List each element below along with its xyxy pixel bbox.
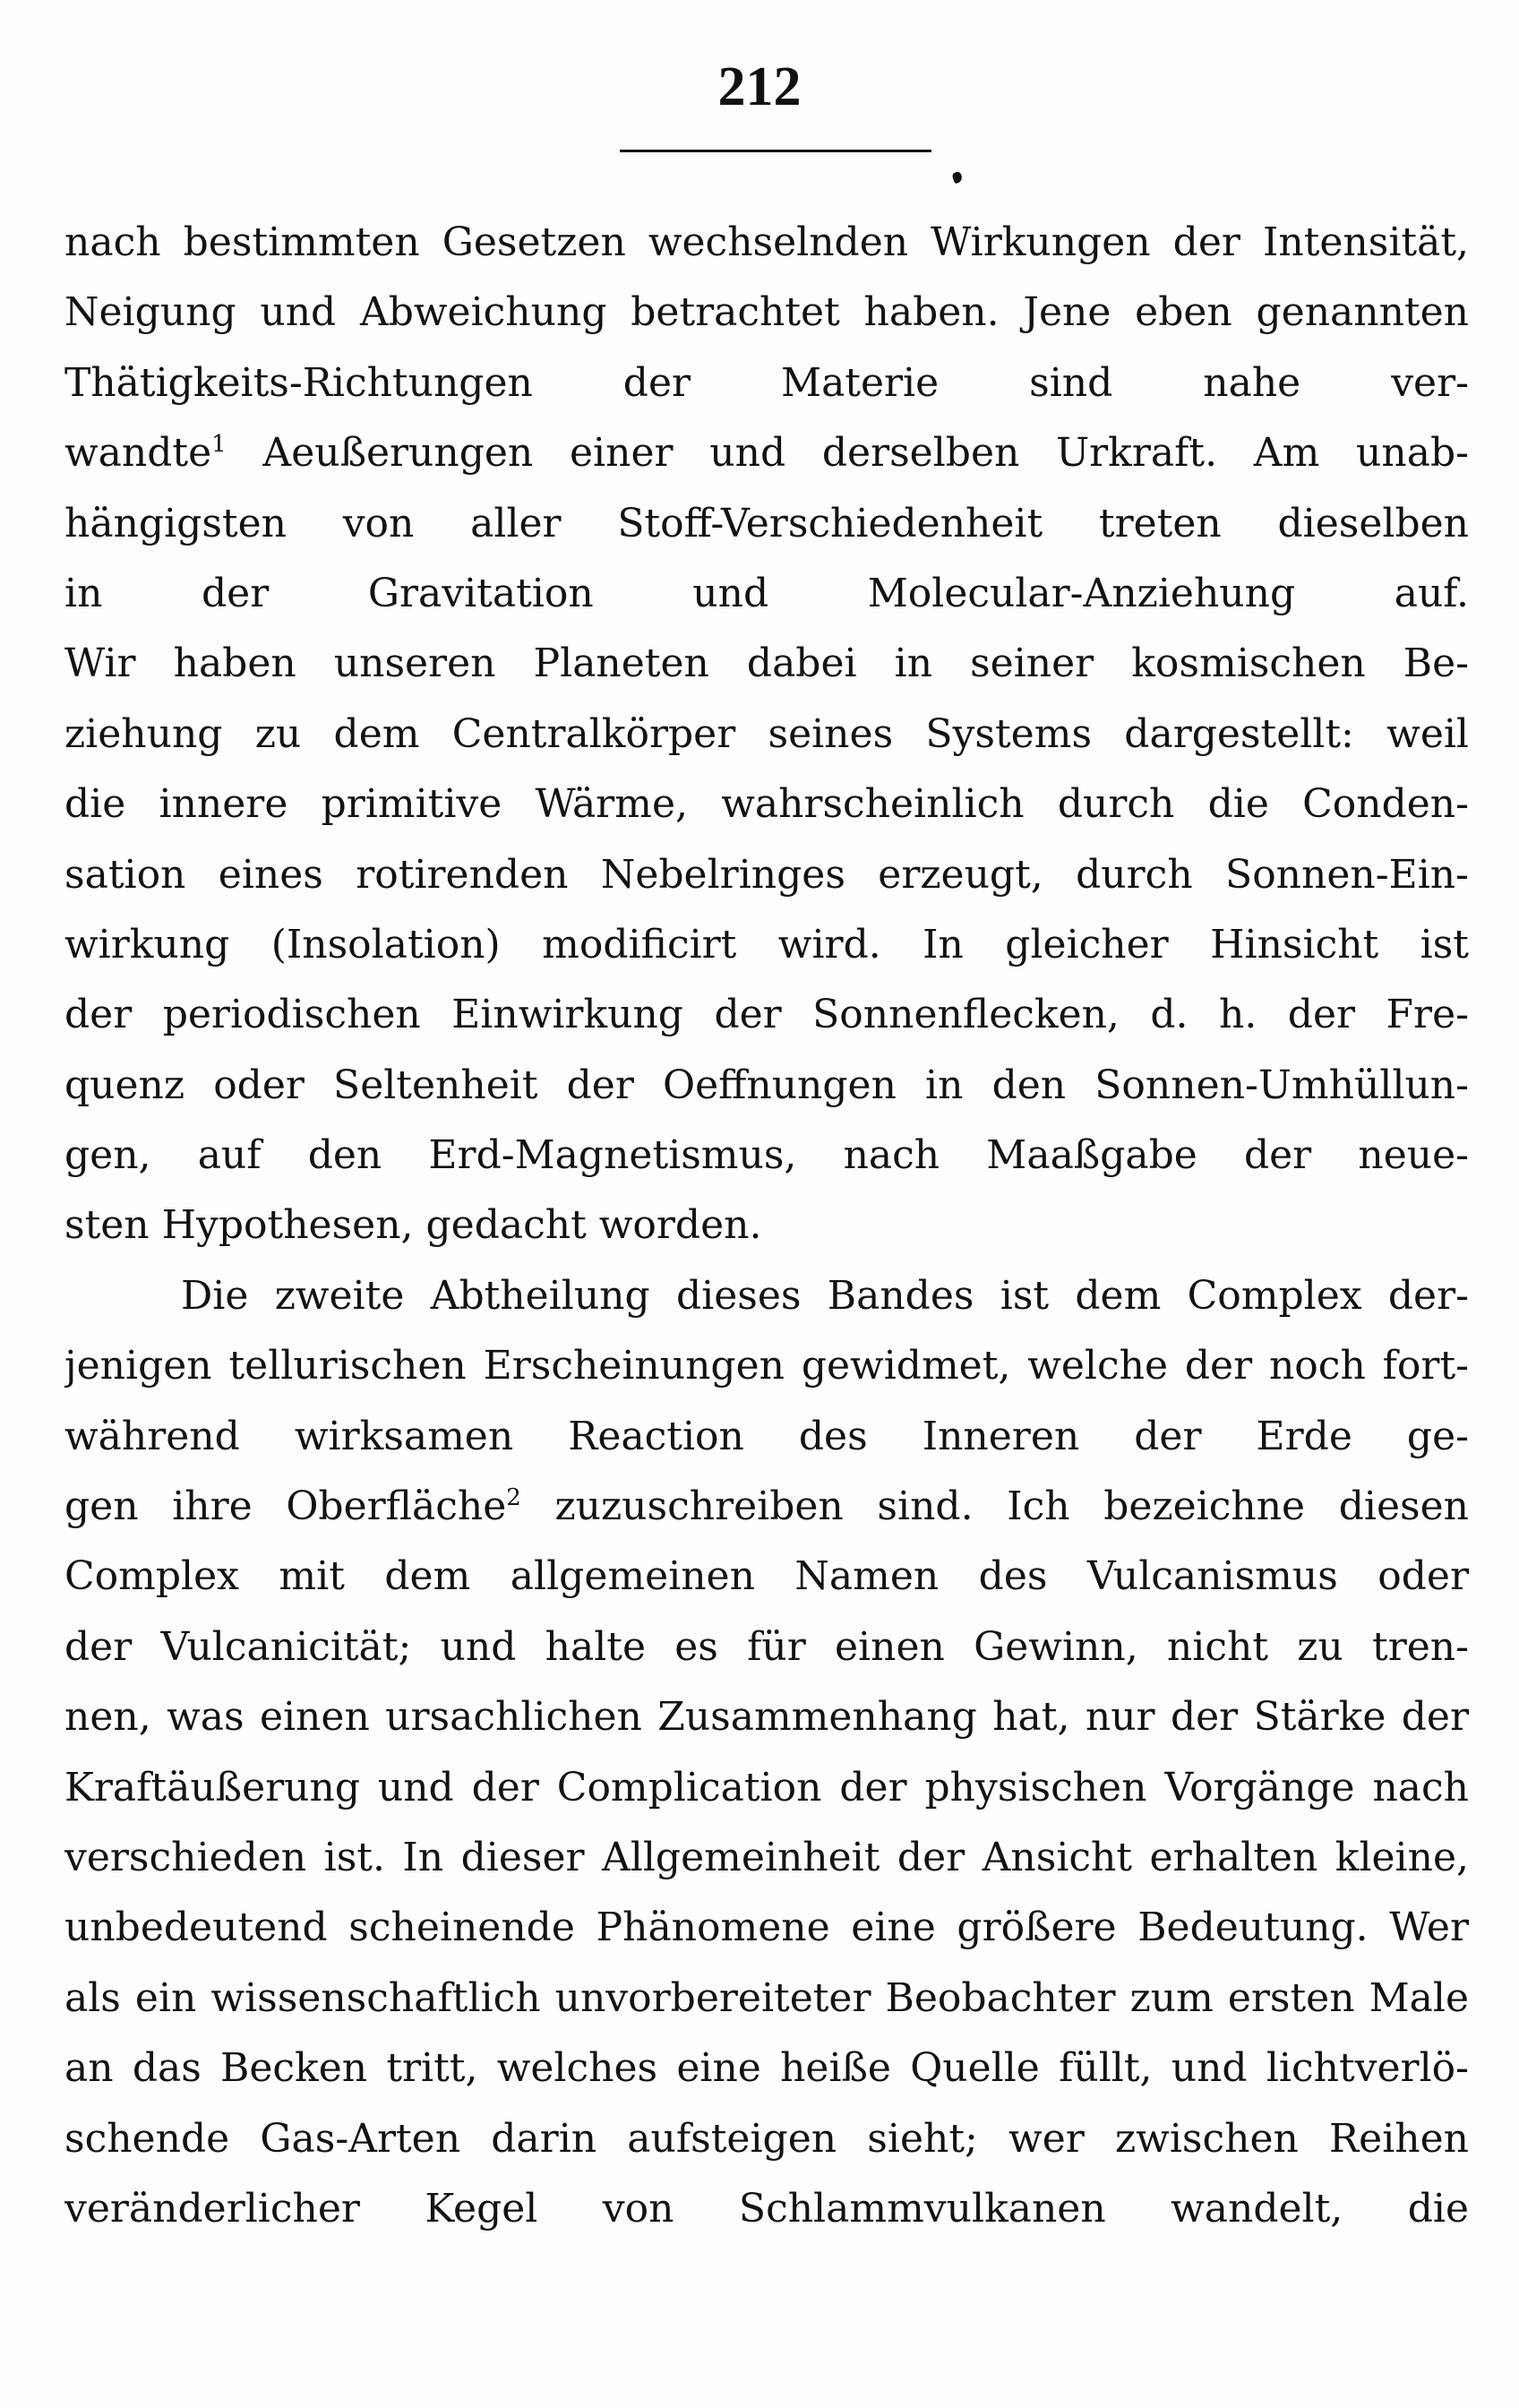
footnote-marker: 1 [211, 431, 227, 459]
ink-speck [951, 171, 964, 185]
line-text: der periodischen Einwirkung der Sonnenflecken, d. h. der Fre- [64, 992, 1469, 1038]
line-text: zuzuschreiben sind. Ich bezeichne diesen [520, 1484, 1469, 1530]
line-text: Kraftäußerung und der Complication der physischen Vorgänge nach [64, 1764, 1469, 1810]
line-text: als ein wissenschaftlich unvorbereiteter Beobachter zum ersten Male [64, 1974, 1469, 2021]
line-text: der Vulcanicität; und halte es für einen Gewinn, nicht zu tren- [64, 1623, 1469, 1670]
text-line [64, 1331, 1469, 1401]
line-text: nach bestimmten Gesetzen wechselnden Wirkungen der Intensität, [64, 219, 1469, 265]
line-text: wirkung (Insolation) modificirt wird. In gleicher Hinsicht ist [64, 921, 1469, 968]
line-text: schende Gas-Arten darin aufsteigen sieht; wer zwischen Reihen [64, 2115, 1469, 2162]
text-line [64, 770, 1469, 839]
text-line [64, 418, 1469, 488]
text-line-paragraph-start [64, 1261, 1469, 1331]
line-text: ziehung zu dem Centralkörper seines Systems dargestellt: weil [64, 710, 1469, 757]
text-line [64, 1402, 1469, 1472]
line-text: unbedeutend scheinende Phänomene eine größere Bedeutung. Wer [64, 1905, 1469, 1951]
line-text: jenigen tellurischen Erscheinungen gewidmet, welche der noch fort- [64, 1343, 1469, 1389]
text-line [64, 1472, 1469, 1542]
line-text: sten Hypothesen, gedacht worden. [64, 1202, 762, 1249]
line-text: Thätigkeits-Richtungen der Materie sind nahe ver- [64, 359, 1469, 406]
footnote-marker: 2 [506, 1484, 521, 1512]
line-text: sation eines rotirenden Nebelringes erzeugt, durch Sonnen-Ein- [64, 851, 1469, 898]
text-line [64, 1753, 1469, 1823]
text-line [64, 1964, 1469, 2034]
text-line [64, 2104, 1469, 2174]
text-line [64, 1542, 1469, 1612]
line-text: Die zweite Abtheilung dieses Bandes ist dem Complex der- [181, 1272, 1469, 1319]
text-line [64, 489, 1469, 559]
text-line [64, 840, 1469, 910]
line-text: wandte [64, 430, 212, 477]
header-rule [620, 150, 931, 152]
line-text: gen, auf den Erd-Magnetismus, nach Maaßgabe der neue- [64, 1132, 1469, 1179]
text-line [64, 1823, 1469, 1893]
line-text: verschieden ist. In dieser Allgemeinheit der Ansicht erhalten kleine, [64, 1834, 1469, 1880]
page-number: 212 [717, 56, 802, 117]
text-line [64, 1051, 1469, 1121]
line-text: nen, was einen ursachlichen Zusammenhang hat, nur der Stärke der [64, 1694, 1469, 1741]
text-line [64, 208, 1469, 278]
text-line [64, 1682, 1469, 1752]
text-line [64, 910, 1469, 980]
text-line [64, 1612, 1469, 1682]
line-text: während wirksamen Reaction des Inneren der Erde ge- [64, 1413, 1469, 1459]
text-line-paragraph-end [64, 1191, 1469, 1260]
text-line [64, 980, 1469, 1050]
body-text [64, 208, 1469, 2244]
line-text: Aeußerungen einer und derselben Urkraft. Am unab- [226, 430, 1469, 477]
line-text: die innere primitive Wärme, wahrscheinlich durch die Conden- [64, 781, 1469, 828]
line-text: an das Becken tritt, welches eine heiße Quelle füllt, und lichtverlö- [64, 2045, 1469, 2092]
text-line [64, 1893, 1469, 1963]
text-line [64, 700, 1469, 770]
text-line [64, 629, 1469, 699]
line-text: Neigung und Abweichung betrachtet haben. Jene eben genannten [64, 289, 1469, 336]
text-line [64, 1121, 1469, 1191]
text-line [64, 559, 1469, 629]
text-line [64, 2034, 1469, 2103]
line-text: Wir haben unseren Planeten dabei in seiner kosmischen Be- [64, 641, 1469, 687]
line-text: quenz oder Seltenheit der Oeffnungen in den Sonnen-Umhüllun- [64, 1062, 1469, 1108]
line-text: veränderlicher Kegel von Schlammvulkanen wandelt, die [64, 2185, 1469, 2232]
text-line [64, 2174, 1469, 2244]
line-text: hängigsten von aller Stoff-Verschiedenheit treten dieselben [64, 500, 1469, 546]
text-line [64, 278, 1469, 348]
line-text: in der Gravitation und Molecular-Anziehung auf. [64, 570, 1469, 616]
text-line [64, 348, 1469, 418]
line-text: Complex mit dem allgemeinen Namen des Vulcanismus oder [64, 1553, 1469, 1600]
line-text: gen ihre Oberfläche [64, 1484, 507, 1530]
